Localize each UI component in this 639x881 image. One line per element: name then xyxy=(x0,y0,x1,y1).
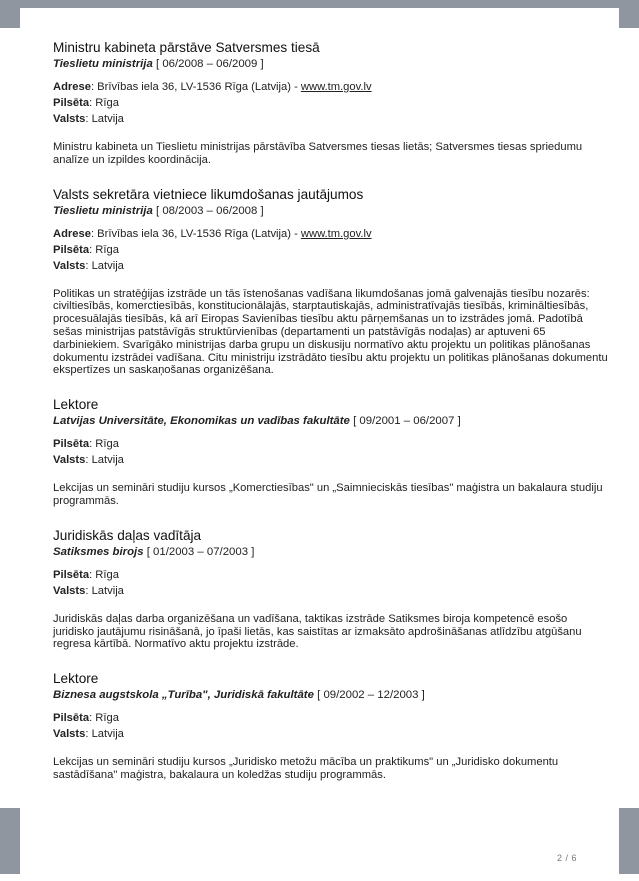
city-label: Pilsēta xyxy=(53,243,90,256)
city-value: Rīga xyxy=(95,438,119,451)
contact-fields xyxy=(53,567,608,599)
country-value: Latvija xyxy=(91,454,124,467)
city-field: Pilsēta: Rīga xyxy=(53,243,119,256)
contact-fields xyxy=(53,79,608,127)
country-label: Valsts xyxy=(53,259,86,272)
city-field: Pilsēta: Rīga xyxy=(53,97,119,109)
job-description: Politikas un stratēģijas izstrāde un tās īstenošanas vadīšana likumdošanas jomā galvenajās tiesību nozarēs: civiltiesībās, komerctiesībās, konstitucionālajās, starptautiskajās, administratīvajās tiesībās, krimināltiesībās, procesuālajās tiesībās, kā arī Eiropas Savienības tiesību aktu pārņemšanas un to izstrādes jomā. Padotībā sešas ministrijas patstāvīgās struktūrvienības (departamenti un patstāvīgās nodaļas) ar aptuveni 65 darbiniekiem. Svarīgāko ministrijas darba grupu un diskusiju normatīvo aktu projektu un politikas plānošanas dokumentu izstrādei vadīšana. Citu ministriju izstrādāto tiesību aktu projektu un politikas plānošanas dokumentu ekspertīzes un saskaņošanas organizēšana. xyxy=(53,287,608,377)
country-label: Valsts xyxy=(53,113,86,125)
country-label: Valsts xyxy=(53,454,86,467)
country-label: Valsts xyxy=(53,728,86,741)
country-label: Valsts xyxy=(53,584,86,597)
job-description: Juridiskās daļas darba organizēšana un vadīšana, taktikas izstrāde Satiksmes biroja kompetencē esošo juridisko jautājumu risināšanā, jo īpaši lietās, kas saistītas ar izmaksāto apdrošināšanas atlīdzību atgūšanu regresa kārtībā. Normatīvo aktu projektu izstrāde. xyxy=(53,612,582,651)
contact-fields xyxy=(53,710,608,742)
city-value: Rīga xyxy=(95,568,119,581)
position-title: Ministru kabineta pārstāve Satversmes tiesā xyxy=(53,40,320,55)
position-title: Lektore xyxy=(53,671,99,687)
employer-line xyxy=(53,57,608,71)
job-description: Lekcijas un semināri studiju kursos „Juridisko metožu mācība un praktikums" un „Juridisko dokumentu sastādīšana" maģistra, bakalaura un koledžas studiju programmās. xyxy=(53,756,559,781)
employer-name: Tieslietu ministrija xyxy=(53,58,153,70)
country-field: Valsts: Latvija xyxy=(53,113,124,125)
contact-fields xyxy=(53,226,608,274)
city-label: Pilsēta xyxy=(53,712,90,725)
experience-entry xyxy=(53,671,608,782)
website-link[interactable]: www.tm.gov.lv xyxy=(300,227,372,240)
country-field: Valsts: Latvija xyxy=(53,728,124,741)
country-value: Latvija xyxy=(91,259,124,272)
employer-line xyxy=(53,204,608,218)
employer-name: Tieslietu ministrija xyxy=(53,204,153,217)
country-field: Valsts: Latvija xyxy=(53,259,124,272)
employer-line xyxy=(53,545,608,559)
country-value: Latvija xyxy=(91,584,124,597)
city-label: Pilsēta xyxy=(53,438,90,451)
employment-period: [ 08/2003 – 06/2008 ] xyxy=(155,204,264,217)
address-label: Adrese xyxy=(53,81,91,93)
employment-period: [ 09/2001 – 06/2007 ] xyxy=(353,415,461,428)
city-value: Rīga xyxy=(95,97,119,109)
job-description: Ministru kabineta un Tieslietu ministrijas pārstāvība Satversmes tiesas lietās; Satversmes tiesas spriedumu analīze un izpildes koordinācija. xyxy=(53,141,583,166)
employment-period: [ 01/2003 – 07/2003 ] xyxy=(146,545,255,558)
employer-name: Satiksmes birojs xyxy=(53,545,144,558)
address-field: Adrese: Brīvības iela 36, LV-1536 Rīga (Latvija) - www.tm.gov.lv xyxy=(53,81,372,93)
city-field: Pilsēta: Rīga xyxy=(53,568,119,581)
country-field: Valsts: Latvija xyxy=(53,454,124,467)
country-field: Valsts: Latvija xyxy=(53,584,124,597)
position-title: Valsts sekretāra vietniece likumdošanas jautājumos xyxy=(53,186,364,202)
city-label: Pilsēta xyxy=(53,568,90,581)
website-link[interactable]: www.tm.gov.lv xyxy=(300,81,372,93)
position-title: Lektore xyxy=(53,397,99,413)
experience-entry xyxy=(53,187,608,378)
address-value: Brīvības iela 36, LV-1536 Rīga (Latvija) - xyxy=(97,227,301,240)
employer-name: Latvijas Universitāte, Ekonomikas un vadības fakultāte xyxy=(53,415,350,428)
page-number: 2 / 6 xyxy=(556,853,577,863)
address-label: Adrese xyxy=(53,227,91,240)
employment-period: [ 09/2002 – 12/2003 ] xyxy=(317,689,425,702)
employer-line xyxy=(53,688,608,702)
employer-line xyxy=(53,414,608,428)
city-field: Pilsēta: Rīga xyxy=(53,712,119,725)
job-description: Lekcijas un semināri studiju kursos „Komerctiesības" un „Saimnieciskās tiesības" maģistra un bakalaura studiju programmās. xyxy=(53,482,603,507)
address-value: Brīvības iela 36, LV-1536 Rīga (Latvija) - xyxy=(97,81,301,93)
city-field: Pilsēta: Rīga xyxy=(53,438,119,451)
country-value: Latvija xyxy=(91,113,124,125)
experience-entry xyxy=(53,397,608,508)
city-value: Rīga xyxy=(95,243,119,256)
experience-entry xyxy=(53,528,608,651)
employer-name: Biznesa augstskola „Turība", Juridiskā fakultāte xyxy=(53,689,314,702)
experience-entry xyxy=(53,40,608,167)
country-value: Latvija xyxy=(91,728,124,741)
position-title: Juridiskās daļas vadītāja xyxy=(53,527,202,543)
city-value: Rīga xyxy=(95,712,119,725)
address-field: Adrese: Brīvības iela 36, LV-1536 Rīga (Latvija) - www.tm.gov.lv xyxy=(53,227,372,240)
work-experience-list xyxy=(53,40,608,802)
city-label: Pilsēta xyxy=(53,97,90,109)
contact-fields xyxy=(53,436,608,468)
employment-period: [ 06/2008 – 06/2009 ] xyxy=(155,58,264,70)
